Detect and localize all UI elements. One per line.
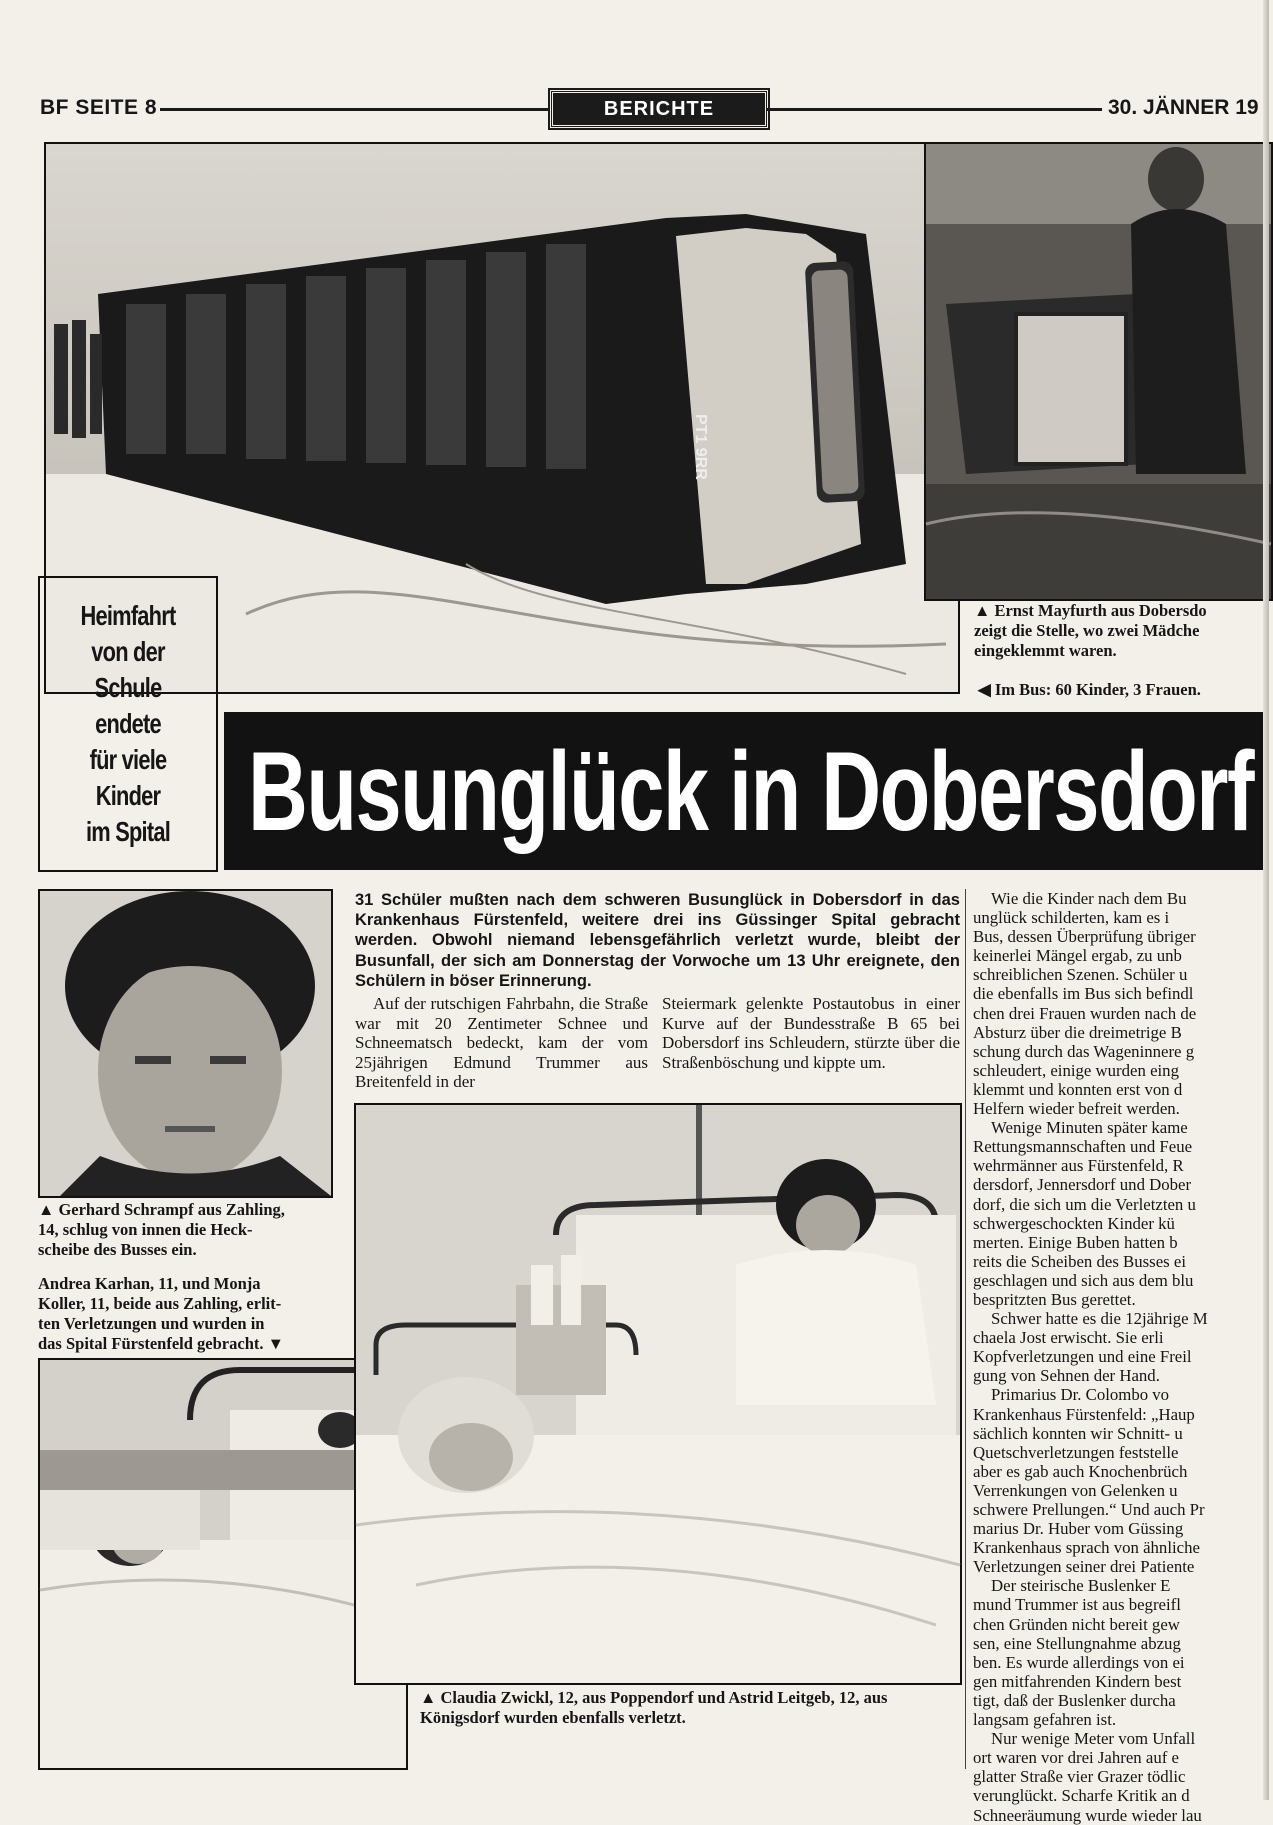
hospital-left-caption: Andrea Karhan, 11, und Monja Koller, 11, beide aus Zahling, erlit- ten Verletzungen und wurden in das Spital Fürstenfeld gebracht. ▼ <box>38 1274 284 1353</box>
article-line: sächlich konnten wir Schnitt- u <box>973 1423 1183 1443</box>
article-line: schleudert, einige wurden eing <box>973 1060 1179 1080</box>
headline-bar <box>224 712 1269 870</box>
article-line: mund Trummer ist aus begreifl <box>973 1595 1181 1615</box>
article-line: gen mitfahrenden Kindern best <box>973 1671 1182 1691</box>
article-line: dersdorf, Jennersdorf und Dober <box>973 1175 1192 1195</box>
article-line: tigt, daß der Buslenker durcha <box>973 1690 1176 1710</box>
article-line: glatter Straße vier Grazer tödlic <box>973 1767 1186 1787</box>
article-body-col3 <box>973 889 1269 1825</box>
article-line: unglück schilderten, kam es i <box>973 908 1170 928</box>
article-line: schreiblichen Szenen. Schüler u <box>973 965 1188 985</box>
article-line: merten. Einige Buben hatten b <box>973 1232 1178 1252</box>
issue-date: 30. JÄNNER 19 <box>1108 96 1259 119</box>
article-line: Verletzungen seiner drei Patiente <box>973 1557 1195 1577</box>
article-line: chen drei Frauen wurden nach de <box>973 1003 1197 1023</box>
section-label: BERICHTE <box>550 90 768 128</box>
headline: Busunglück in Dobersdorf <box>248 729 1254 854</box>
article-line: Schneeräumung wurde wieder lau <box>973 1805 1202 1825</box>
article-line: wehrmänner aus Fürstenfeld, R <box>973 1156 1184 1176</box>
article-line: dorf, die sich um die Verletzten u <box>973 1194 1196 1214</box>
article-line: Schwer hatte es die 12jährige M <box>991 1309 1208 1329</box>
article-line: Quetschverletzungen feststelle <box>973 1442 1179 1462</box>
hospital-right-photo <box>354 1103 962 1685</box>
article-line: die ebenfalls im Bus sich befindl <box>973 984 1194 1004</box>
article-line: Der steirische Buslenker E <box>991 1576 1171 1596</box>
page-edge <box>1263 0 1269 1800</box>
article-line: Primarius Dr. Colombo vo <box>991 1385 1170 1405</box>
portrait-photo <box>38 889 333 1198</box>
article-line: geschlagen und sich aus dem blu <box>973 1270 1194 1290</box>
rescuer-caption: ▲ Ernst Mayfurth aus Dobersdo zeigt die Stelle, wo zwei Mädche eingeklemmt waren. <box>974 601 1207 660</box>
article-line: sen, eine Stellungnahme abzug <box>973 1633 1181 1653</box>
hospital-left-photo <box>38 1358 408 1770</box>
article-line: Krankenhaus sprach von ähnliche <box>973 1538 1200 1558</box>
rescuer-photo <box>924 142 1273 601</box>
article-line: verunglückt. Scharfe Kritik an d <box>973 1786 1190 1806</box>
article-line: Krankenhaus Fürstenfeld: „Haup <box>973 1404 1195 1424</box>
article-line: klemmt und konnten erst von d <box>973 1079 1183 1099</box>
article-line: keinerlei Mängel ergab, zu unb <box>973 946 1182 966</box>
article-line: Bus, dessen Überprüfung übriger <box>973 927 1196 947</box>
article-line: Verrenkungen von Gelenken u <box>973 1480 1178 1500</box>
article-body-col2: Steiermark gelenkte Postautobus in einer Kurve auf der Bundesstraße B 65 bei Dobersdorf ins Schleudern, stürzte über die Straßenböschung und kippte um. <box>662 994 960 1072</box>
article-body-col1: Auf der rutschigen Fahrbahn, die Straße war mit 20 Zentimeter Schnee und Schneematsch bedeckt, kam der vom 25jährigen Edmund Trummer aus Breitenfeld in der <box>355 994 648 1092</box>
page-number: BF SEITE 8 <box>40 96 158 119</box>
article-line: schwergeschockten Kinder kü <box>973 1213 1175 1233</box>
header-rule-left <box>160 108 548 111</box>
article-line: langsam gefahren ist. <box>973 1710 1117 1730</box>
kicker-box: Heimfahrt von der Schule endete für viele Kinder im Spital <box>38 576 218 872</box>
article-line: Helfern wieder befreit werden. <box>973 1099 1180 1119</box>
column-rule <box>965 889 966 1769</box>
article-line: schwere Prellungen.“ Und auch Pr <box>973 1500 1205 1519</box>
article-line: chen Gründen nicht bereit gew <box>973 1614 1180 1634</box>
article-lead: 31 Schüler mußten nach dem schweren Busunglück in Dobersdorf in das Krankenhaus Fürstenfeld, weitere drei ins Güssinger Spital gebracht werden. Obwohl niemand lebensgefährlich verletzt wurde, bleibt der Busunfall, der sich am Donnerstag der Vorwoche um 13 Uhr ereignete, den Schülern in böser Erinnerung. <box>355 891 960 990</box>
article-line: aber es gab auch Knochenbrüch <box>973 1461 1188 1481</box>
article-line: Wie die Kinder nach dem Bu <box>991 889 1187 908</box>
article-line: schung durch das Wageninnere g <box>973 1041 1195 1061</box>
article-line: marius Dr. Huber vom Güssing <box>973 1519 1184 1539</box>
portrait-caption: ▲ Gerhard Schrampf aus Zahling, 14, schlug von innen die Heck- scheibe des Busses ein. <box>38 1200 285 1259</box>
article-line: ort waren vor drei Jahren auf e <box>973 1748 1179 1768</box>
article-line: Kopfverletzungen und eine Freil <box>973 1347 1192 1367</box>
article-line: Wenige Minuten später kame <box>991 1118 1188 1138</box>
article-line: bespritzten Bus gerettet. <box>973 1289 1136 1309</box>
article-line: Nur wenige Meter vom Unfall <box>991 1729 1196 1749</box>
article-line: ben. Es wurde allerdings von ei <box>973 1652 1185 1672</box>
article-line: chaela Jost erwischt. Sie erli <box>973 1328 1164 1348</box>
article-line: Rettungsmannschaften und Feue <box>973 1137 1193 1157</box>
article-line: gung von Sehnen der Hand. <box>973 1366 1160 1386</box>
header-rule-right <box>766 108 1102 111</box>
article-line: Absturz über die dreimetrige B <box>973 1022 1182 1042</box>
bus-plate-text: PT1 9RR <box>692 414 709 480</box>
article-line: reits die Scheiben des Busses ei <box>973 1251 1186 1271</box>
bus-occupancy-caption: ◀ Im Bus: 60 Kinder, 3 Frauen. <box>978 680 1201 699</box>
hospital-right-caption: ▲ Claudia Zwickl, 12, aus Poppendorf und Astrid Leitgeb, 12, aus Königsdorf wurden ebenfalls verletzt. <box>420 1688 888 1727</box>
